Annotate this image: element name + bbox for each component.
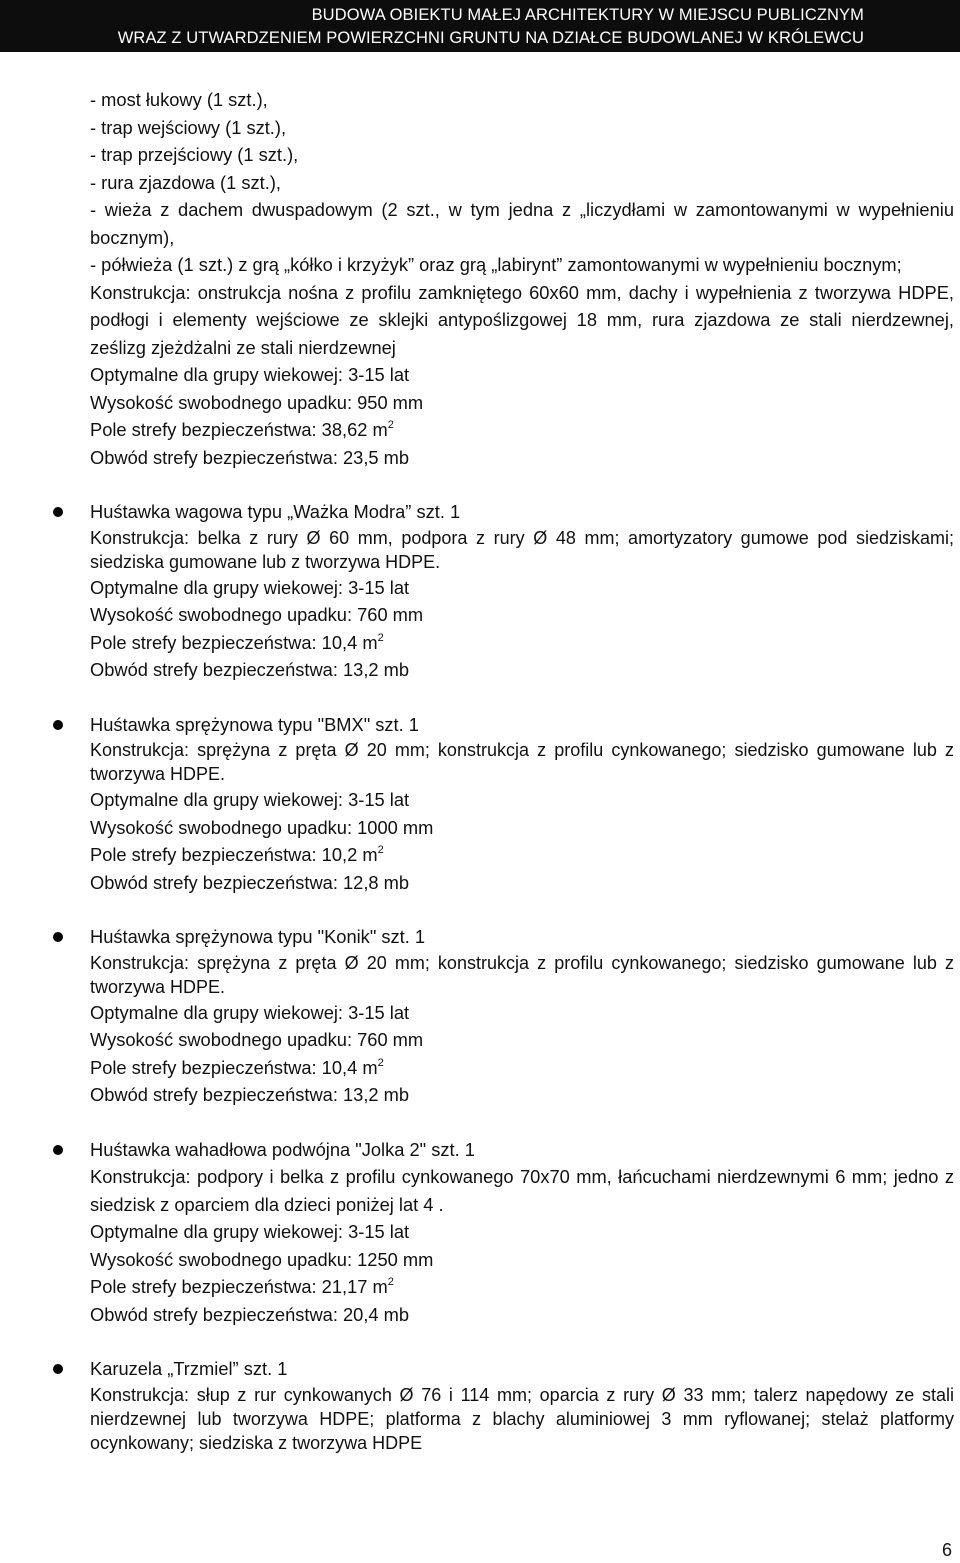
list-item: - trap przejściowy (1 szt.), [90,144,299,165]
list-item: - rura zjazdowa (1 szt.), [90,171,281,193]
fall-height: Wysokość swobodnego upadku: 760 mm [90,604,424,625]
safety-area: Pole strefy bezpieczeństwa: 10,4 $m^2$ [90,631,384,653]
list-item: - trap wejściowy (1 szt.), [90,116,287,138]
safety-area: Pole strefy bezpieczeństwa: 21,17 $m^2$ [90,1276,394,1297]
equipment-item [90,1355,954,1455]
safety-perimeter: Obwód strefy bezpieczeństwa: 23,5 mb [90,446,410,468]
document-body [90,86,954,1455]
construction-text: Konstrukcja: sprężyna z pręta Ø 20 mm; konstrukcja z profilu cynkowanego; siedzisko gumowane lub z tworzywa HDPE. [90,740,954,784]
document-header [0,0,960,52]
construction-text: Konstrukcja: belka z rury Ø 60 mm, podpora z rury Ø 48 mm; amortyzatory gumowe pod siedziskami; siedziska gumowane lub z tworzywa HDPE. [90,527,954,572]
item-title: Huśtawka sprężynowa typu "BMX" szt. 1 [90,713,419,735]
list-item: - most łukowy (1 szt.), [90,89,268,110]
page-number: 6 [941,1540,952,1560]
header-title-line2: WRAZ Z UTWARDZENIEM POWIERZCHNI GRUNTU NA DZIAŁCE BUDOWLANEJ W KRÓLEWCU [117,29,864,47]
fall-height: Wysokość swobodnego upadku: 760 mm [90,1029,424,1050]
age-group: Optymalne dla grupy wiekowej: 3-15 lat [90,789,410,810]
item-title: Huśtawka sprężynowa typu "Konik" szt. 1 [90,926,426,947]
bullet-icon [53,507,63,517]
safety-perimeter: Obwód strefy bezpieczeństwa: 20,4 mb [90,1303,410,1325]
bullet-icon [53,1364,63,1374]
age-group: Optymalne dla grupy wiekowej: 3-15 lat [90,576,410,598]
construction-text: Konstrukcja: podpory i belka z profilu cynkowanego 70x70 mm, łańcuchami nierdzewnymi 6 mm; jedno z siedzisk z oparciem dla dzieci poniżej lat 4 . [90,1166,954,1215]
age-group: Optymalne dla grupy wiekowej: 3-15 lat [90,364,410,385]
equipment-item [90,498,954,684]
intro-section [90,86,954,471]
bullet-icon [53,932,63,942]
fall-height: Wysokość swobodnego upadku: 1250 mm [90,1248,434,1270]
age-group: Optymalne dla grupy wiekowej: 3-15 lat [90,1221,410,1242]
equipment-item [90,711,954,897]
equipment-item [90,923,954,1109]
construction-text: Konstrukcja: słup z rur cynkowanych Ø 76 i 114 mm; oparcia z rury Ø 33 mm; talerz napędowy ze stali nierdzewnej lub tworzywa HDPE; platforma z blachy aluminiowej 3 mm ryflowanej; stelaż platformy ocynkowany; siedziska z tworzywa HDPE [90,1384,954,1453]
list-item: - wieża z dachem dwuspadowym (2 szt., w tym jedna z „liczydłami w zamontowanymi w wypełnieniu bocznym), [90,199,954,248]
item-title: Huśtawka wagowa typu „Ważka Modra” szt. 1 [90,501,461,522]
safety-area: Pole strefy bezpieczeństwa: 38,62 $m^2$ [90,419,394,440]
item-title: Huśtawka wahadłowa podwójna "Jolka 2" szt. 1 [90,1138,475,1160]
safety-area: Pole strefy bezpieczeństwa: 10,2 $m^2$ [90,844,384,865]
fall-height: Wysokość swobodnego upadku: 1000 mm [90,816,434,838]
safety-perimeter: Obwód strefy bezpieczeństwa: 13,2 mb [90,1084,410,1105]
bullet-icon [53,1145,63,1155]
equipment-item [90,1136,954,1329]
fall-height: Wysokość swobodnego upadku: 950 mm [90,391,424,413]
age-group: Optymalne dla grupy wiekowej: 3-15 lat [90,1001,410,1023]
bullet-icon [53,720,63,730]
header-title-line1: BUDOWA OBIEKTU MAŁEJ ARCHITEKTURY W MIEJSCU PUBLICZNYM [311,6,864,24]
safety-perimeter: Obwód strefy bezpieczeństwa: 12,8 mb [90,871,410,893]
safety-perimeter: Obwód strefy bezpieczeństwa: 13,2 mb [90,659,410,680]
item-title: Karuzela „Trzmiel” szt. 1 [90,1358,288,1379]
list-item: - półwieża (1 szt.) z grą „kółko i krzyżyk” oraz grą „labirynt” zamontowanymi w wypełnieniu bocznym; [90,254,902,275]
construction-text: Konstrukcja: onstrukcja nośna z profilu zamkniętego 60x60 mm, dachy i wypełnienia z tworzywa HDPE, podłogi i elementy wejściowe ze sklejki antypoślizgowej 18 mm, rura zjazdowa ze stali nierdzewnej, ześlizg zjeżdżalni ze stali nierdzewnej [90,281,954,358]
construction-text: Konstrukcja: sprężyna z pręta Ø 20 mm; konstrukcja z profilu cynkowanego; siedzisko gumowane lub z tworzywa HDPE. [90,952,954,997]
safety-area: Pole strefy bezpieczeństwa: 10,4 $m^2$ [90,1056,384,1078]
